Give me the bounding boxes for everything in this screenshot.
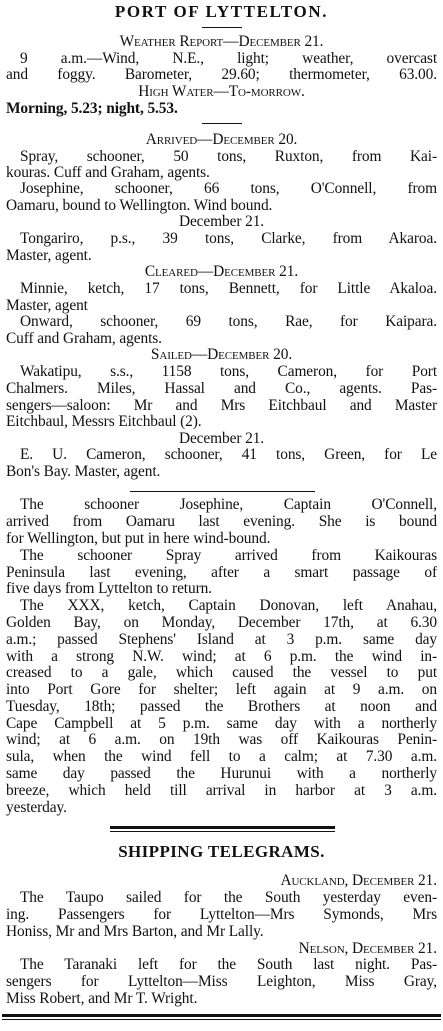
news-line: a.m.; passed Stephens' Island at 3 p.m. same day: [6, 631, 437, 648]
arrived-line: Josephine, schooner, 66 tons, O'Connell, from: [20, 180, 437, 197]
sailed-line: Bon's Bay. Master, agent.: [6, 463, 161, 480]
telegram-line: The Taupo sailed for the South yesterday even-: [20, 889, 437, 906]
arrived-line: Master, agent.: [6, 247, 92, 264]
news-line: arrived from Oamaru last evening. She is bound: [6, 513, 437, 530]
news-line: sula, when the wind fell to a calm; at 7.30 a.m.: [6, 748, 437, 765]
news-line: The schooner Spray arrived from Kaikouras: [20, 547, 437, 564]
telegram-line: ing. Passengers for Lyttelton—Mrs Symonds, Mrs: [6, 906, 437, 923]
sailed-line: Chalmers. Miles, Hassal and Co., agents. Pas-: [6, 380, 437, 397]
news-line: The schooner Josephine, Captain O'Connell,: [20, 496, 437, 513]
arrived-heading: Arrived—December 20.: [145, 131, 298, 148]
weather-line: 9 a.m.—Wind, N.E., light; weather, overcast: [20, 50, 437, 67]
telegram-line: The Taranaki left for the South last night. Pas-: [20, 956, 437, 973]
arrived-line: Tongariro, p.s., 39 tons, Clarke, from Akaroa.: [20, 230, 437, 247]
telegram-line: Miss Robert, and Mr T. Wright.: [6, 990, 198, 1007]
news-line: Peninsula last evening, after a smart passage of: [6, 564, 437, 581]
section-divider: [110, 831, 335, 832]
nelson-dateline: Nelson, December 21.: [298, 940, 437, 957]
short-divider: [202, 27, 242, 28]
arrived-date: December 21.: [178, 213, 265, 230]
weather-line: and foggy. Barometer, 29.60; thermometer, 63.00.: [6, 66, 437, 83]
sailed-date: December 21.: [178, 430, 265, 447]
news-line: Golden Bay, on Monday, December 17th, at 6.30: [6, 614, 437, 631]
arrived-line: kouras. Cuff and Graham, agents.: [6, 164, 210, 181]
news-line: wind; at 6 a.m. on 19th was off Kaikouras Penin-: [6, 731, 437, 748]
section-title: PORT OF LYTTELTON.: [114, 3, 329, 20]
news-line: yesterday.: [6, 799, 67, 816]
cleared-line: Cuff and Graham, agents.: [6, 330, 162, 347]
high-water-heading: High Water—To-morrow.: [138, 83, 305, 100]
high-water-line: Morning, 5.23; night, 5.53.: [6, 100, 178, 117]
news-line: five days from Lyttelton to return.: [6, 580, 212, 597]
telegram-line: Honiss, Mr and Mrs Barton, and Mr Lally.: [6, 923, 264, 940]
short-divider: [202, 123, 242, 124]
cleared-line: Minnie, ketch, 17 tons, Bennett, for Little Akaloa.: [20, 280, 437, 297]
news-line: with a strong N.W. wind; at 6 p.m. the wind in-: [6, 648, 437, 665]
news-line: breeze, which held till arrival in harbor at 3 a.m.: [6, 782, 437, 799]
news-line: Tuesday, 18th; passed the Brothers at noon and: [6, 698, 437, 715]
sailed-line: Eitchbaul, Messrs Eitchbaul (2).: [6, 413, 202, 430]
bottom-rule: [2, 1014, 441, 1017]
news-line: into Port Gore for shelter; left again at 9 a.m. on: [6, 681, 437, 698]
arrived-line: Oamaru, bound to Wellington. Wind bound.: [6, 197, 273, 214]
section-divider: [110, 826, 335, 829]
news-line: Cape Campbell at 5 p.m. same day with a northerly: [6, 715, 437, 732]
news-line: for Wellington, but put in here wind-bound.: [6, 530, 271, 547]
sailed-heading: Sailed—December 20.: [150, 346, 293, 363]
arrived-line: Spray, schooner, 50 tons, Ruxton, from Kai-: [20, 148, 437, 165]
sailed-line: E. U. Cameron, schooner, 41 tons, Green, for Le: [20, 446, 437, 463]
news-line: same day passed the Hurunui with a northerly: [6, 765, 437, 782]
sailed-line: sengers—saloon: Mr and Mrs Eitchbaul and Master: [6, 397, 437, 414]
bottom-rule: [2, 1019, 441, 1020]
auckland-dateline: Auckland, December 21.: [280, 872, 437, 889]
telegrams-heading: SHIPPING TELEGRAMS.: [118, 843, 325, 860]
cleared-heading: Cleared—December 21.: [144, 263, 299, 280]
news-line: creased to a gale, which caused the vessel to put: [6, 664, 437, 681]
section-divider: [130, 491, 315, 492]
cleared-line: Onward, schooner, 69 tons, Rae, for Kaipara.: [20, 313, 437, 330]
news-line: The XXX, ketch, Captain Donovan, left Anahau,: [20, 597, 437, 614]
weather-heading: Weather Report—December 21.: [119, 33, 324, 50]
telegram-line: sengers for Lyttelton—Miss Leighton, Miss Gray,: [6, 973, 437, 990]
cleared-line: Master, agent: [6, 297, 88, 314]
sailed-line: Wakatipu, s.s., 1158 tons, Cameron, for Port: [20, 363, 437, 380]
